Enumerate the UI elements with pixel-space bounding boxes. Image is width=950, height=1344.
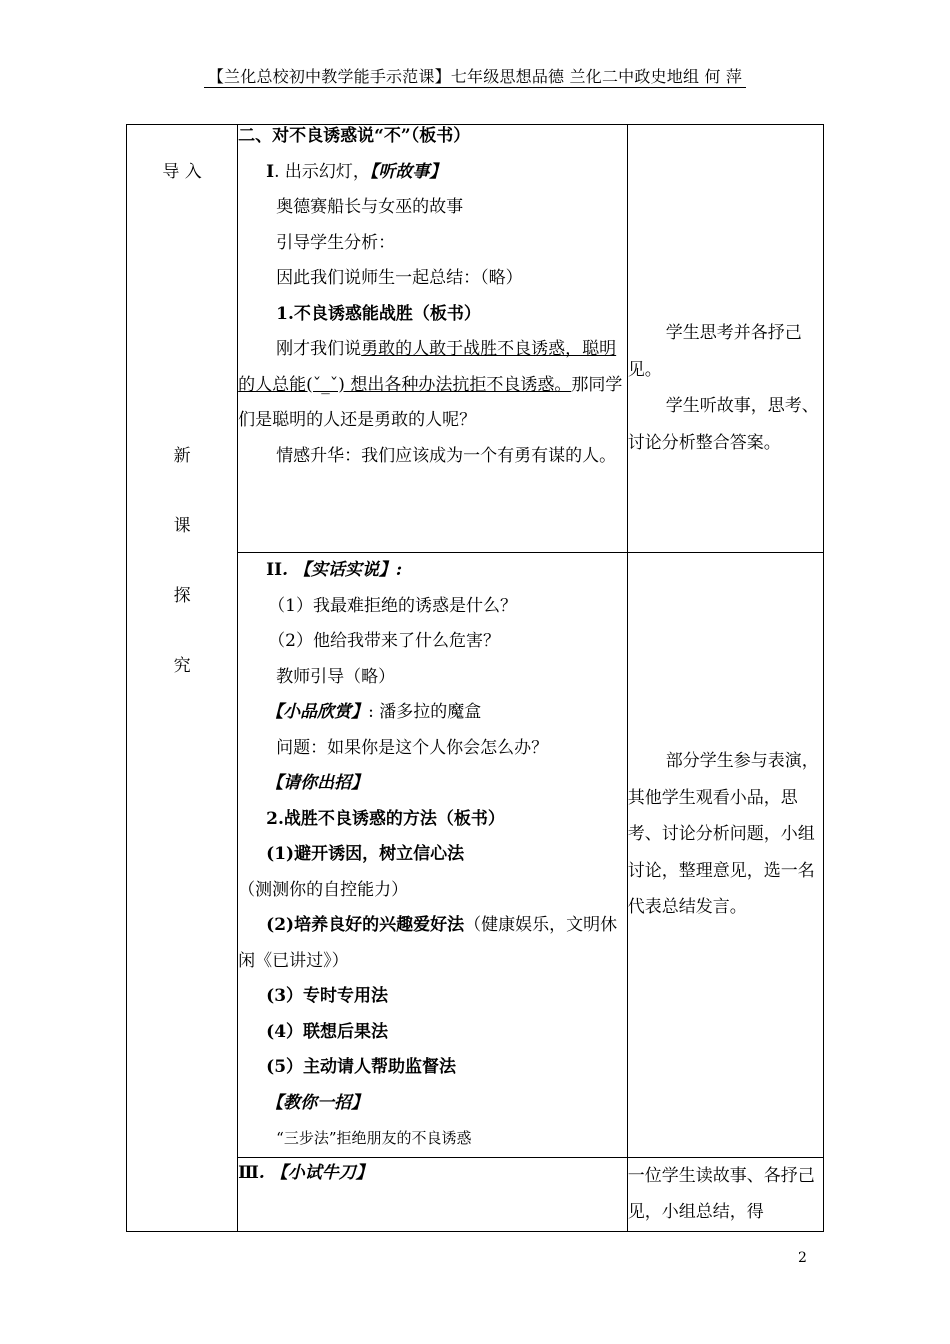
- activity-line: 【小品欣赏】: 潘多拉的魔盒: [266, 702, 482, 722]
- activity-line: Ⅲ. 【小试牛刀】: [238, 1162, 373, 1183]
- activity-tag: 【教你一招】: [266, 1092, 369, 1113]
- stage-intro-label: 导 入: [162, 162, 202, 182]
- activity-line: 教师引导（略）: [276, 666, 396, 687]
- section-title: 二、对不良诱惑说“不”（板书）: [238, 126, 471, 146]
- activity-line: II. 【实话实说】:: [266, 560, 403, 580]
- student-note: 部分学生参与表演，其他学生观看小品，思考、讨论分析问题，小组讨论，整理意见，选一名代表总结发言。: [627, 751, 819, 917]
- paragraph: 刚才我们说勇敢的人敢于战胜不良诱惑，聪明的人总能(ˇ_ˇ) 想出各种办法抗拒不良诱惑。那同学们是聪明的人还是勇敢的人呢？: [238, 339, 623, 430]
- question: （1）我最难拒绝的诱惑是什么？: [268, 595, 517, 616]
- question: 问题：如果你是这个人你会怎么办？: [276, 737, 549, 758]
- story-title: 奥德赛船长与女巫的故事: [276, 197, 464, 217]
- activity-line: “三步法”拒绝朋友的不良诱惑: [276, 1129, 472, 1147]
- lesson-plan-table: [126, 124, 824, 1232]
- student-note: 学生听故事，思考、讨论分析整合答案。: [627, 396, 819, 453]
- student-note: 学生思考并各抒己见。: [627, 323, 802, 380]
- board-point: 2.战胜不良诱惑的方法（板书）: [266, 808, 505, 829]
- stage-explore-label: 探: [173, 586, 191, 606]
- page-number: 2: [798, 1250, 807, 1266]
- method-item: (5）主动请人帮助监督法: [266, 1057, 457, 1077]
- method-item: (2)培养良好的兴趣爱好法（健康娱乐，文明休闲《已讲过》）: [238, 915, 618, 971]
- table-row: [127, 125, 824, 553]
- paragraph: 情感升华：我们应该成为一个有勇有谋的人。: [276, 445, 617, 466]
- student-activity-cell: [627, 553, 823, 1158]
- stage-explore-label: 究: [173, 656, 191, 676]
- activity-tag: 【请你出招】: [266, 773, 369, 793]
- teacher-activity-cell: [238, 1157, 628, 1231]
- stage-explore-label: 课: [173, 516, 191, 536]
- board-point: 1.不良诱惑能战胜（板书）: [276, 303, 481, 324]
- stage-explore-label: 新: [173, 446, 191, 466]
- student-note: 一位学生读故事、各抒己见，小组总结，得: [627, 1165, 815, 1222]
- page-header: 【兰化总校初中教学能手示范课】七年级思想品德 兰化二中政史地组 何 萍: [0, 64, 950, 87]
- method-item: (4）联想后果法: [266, 1021, 389, 1042]
- teacher-activity-cell: [238, 125, 628, 553]
- activity-line: 引导学生分析：: [276, 232, 396, 253]
- student-activity-cell: [627, 125, 823, 553]
- teacher-activity-cell: [238, 553, 628, 1158]
- method-item: (3）专时专用法: [266, 986, 389, 1006]
- method-item: (1)避开诱因，树立信心法（测测你的自控能力）: [238, 844, 465, 900]
- question: （2）他给我带来了什么危害？: [268, 631, 500, 651]
- activity-line: 因此我们说师生一起总结：（略）: [276, 268, 523, 288]
- activity-line: I. 出示幻灯，【听故事】: [266, 161, 447, 182]
- stage-column: [127, 125, 238, 1232]
- student-activity-cell: [627, 1157, 823, 1231]
